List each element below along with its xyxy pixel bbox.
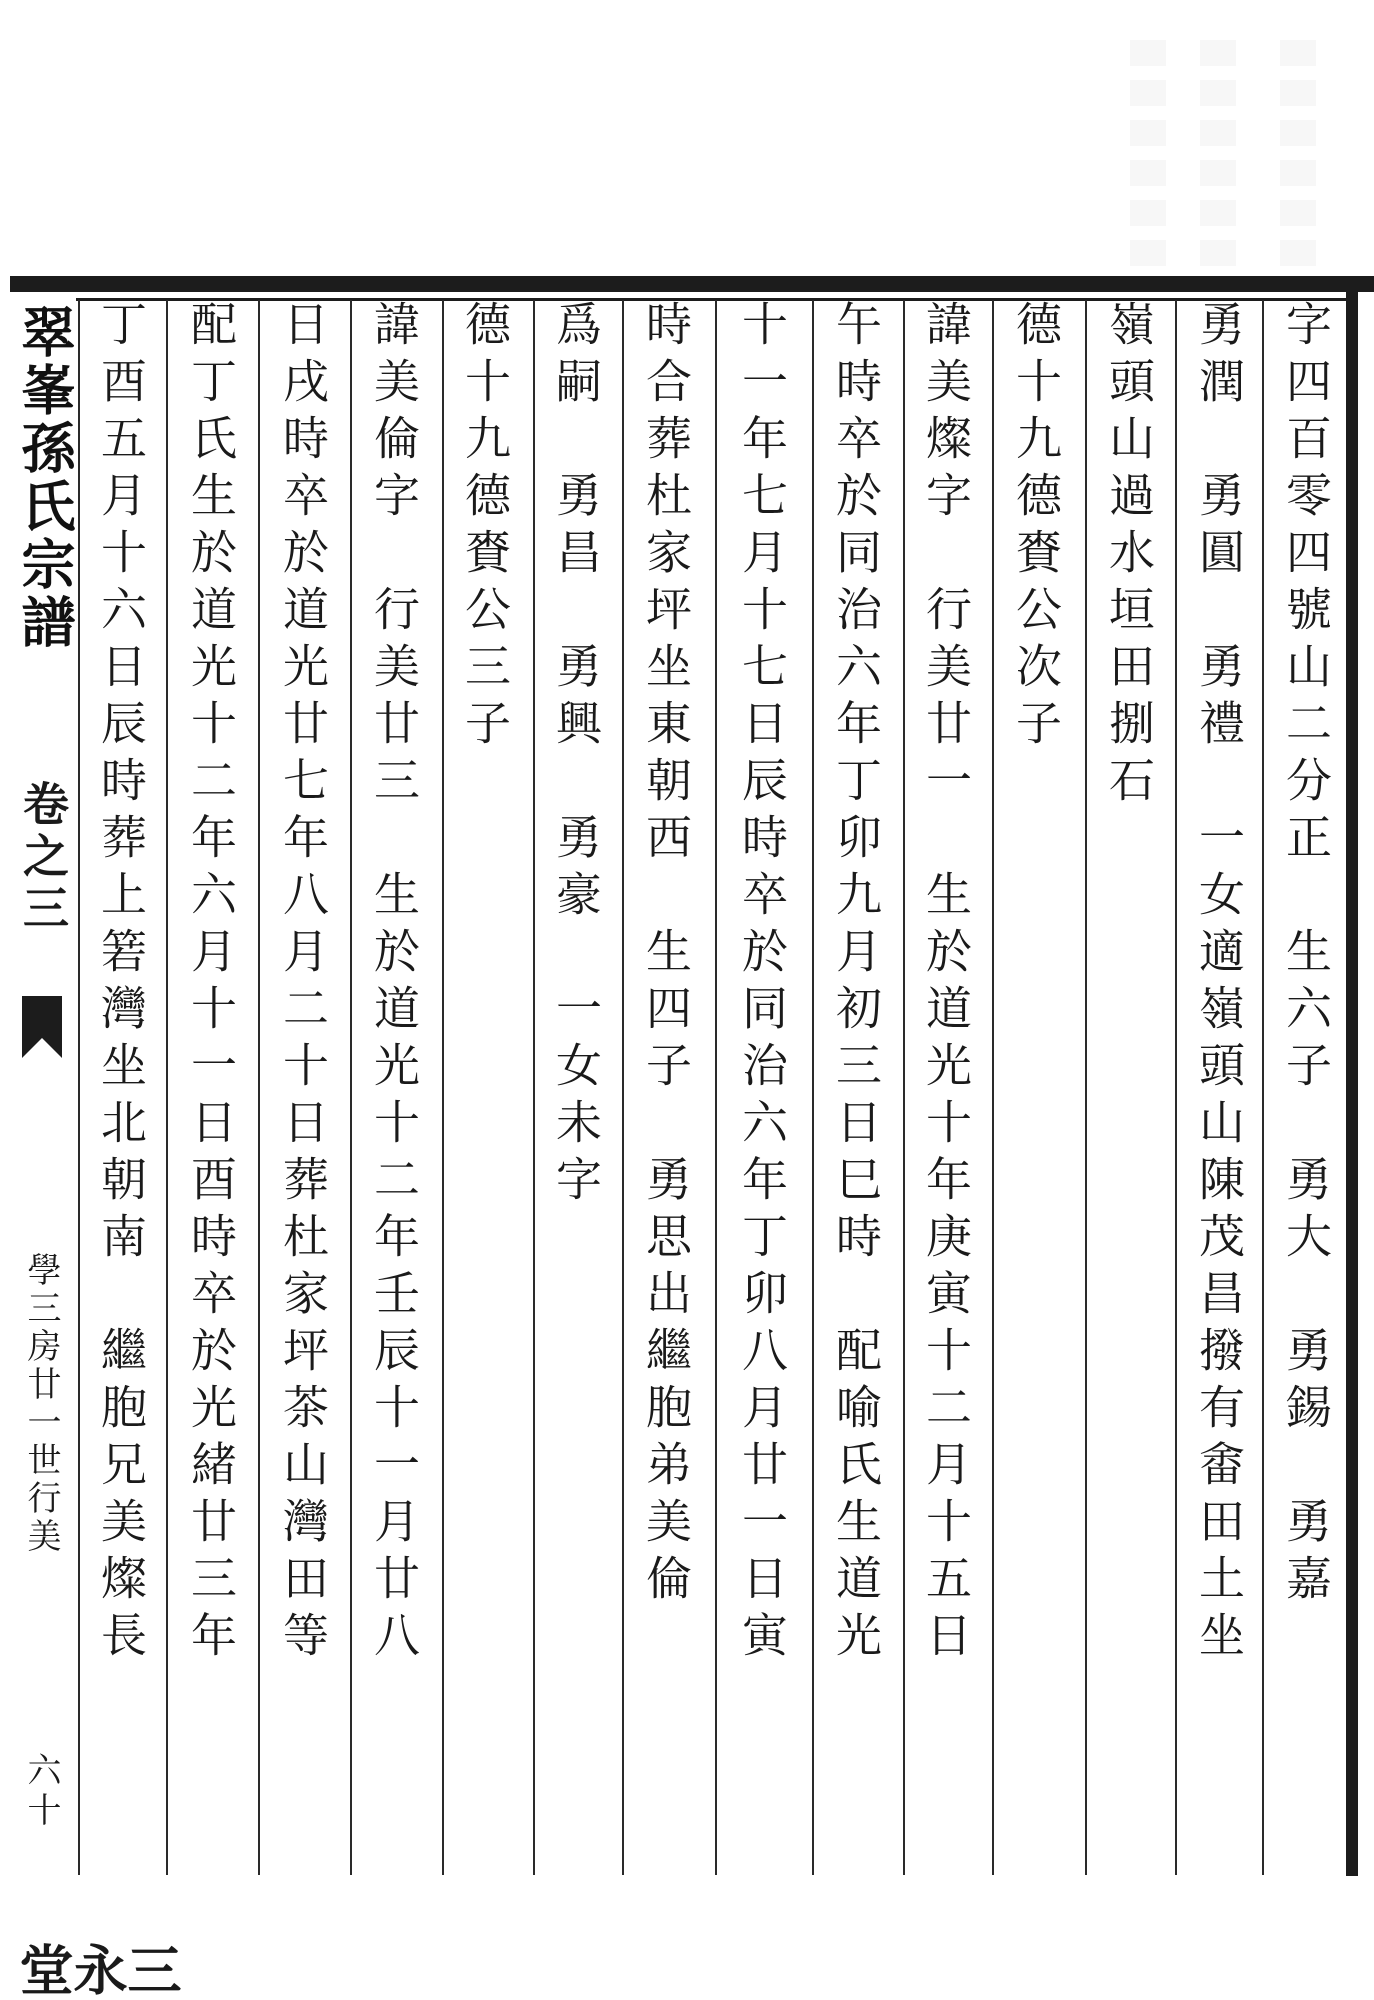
column-rule [350, 300, 352, 1875]
column-rule [715, 300, 717, 1875]
column-rule [1262, 300, 1264, 1875]
text-column-13: 配丁氏生於道光十二年六月十一日酉時卒於光緒廿三年 [184, 300, 238, 1668]
hall-name: 三永堂 [11, 1942, 183, 1998]
genealogy-title: 翠峯孫氏宗譜 [13, 304, 77, 652]
column-rule [1175, 300, 1177, 1875]
bleed-through-marks [1200, 40, 1236, 290]
text-column-14: 丁酉五月十六日辰時葬上箬灣坐北朝南 繼胞兄美燦長 [94, 300, 148, 1668]
column-rule [533, 300, 535, 1875]
fish-tail-mark-icon [18, 992, 66, 1062]
column-rule [78, 300, 80, 1875]
column-rule [258, 300, 260, 1875]
section-label: 學三房廿一世行美 [21, 1252, 61, 1556]
column-rule [166, 300, 168, 1875]
text-column-3: 嶺頭山過水垣田捌石 [1102, 300, 1156, 813]
text-column-6: 午時卒於同治六年丁卯九月初三日巳時 配喻氏生道光 [829, 300, 883, 1668]
text-column-12: 日戌時卒於道光廿七年八月二十日葬杜家坪茶山灣田等 [276, 300, 330, 1668]
volume-label: 卷之三 [16, 780, 70, 936]
text-column-2: 勇潤 勇圓 勇禮 一女適嶺頭山陳茂昌撥有畬田土坐 [1192, 300, 1246, 1668]
text-column-8: 時合葬杜家坪坐東朝西 生四子 勇思出繼胞弟美倫 [639, 300, 693, 1611]
text-column-5: 諱美燦字 行美廿一 生於道光十年庚寅十二月十五日 [919, 300, 973, 1668]
column-rule [992, 300, 994, 1875]
text-column-10: 德十九德賚公三子 [458, 300, 512, 756]
folio-number: 六十 [21, 1752, 61, 1832]
text-column-9: 爲嗣 勇昌 勇興 勇豪 一女未字 [549, 300, 603, 1212]
bleed-through-marks [1280, 40, 1316, 290]
text-column-7: 十一年七月十七日辰時卒於同治六年丁卯八月廿一日寅 [735, 300, 789, 1668]
column-rule [812, 300, 814, 1875]
text-column-1: 字四百零四號山二分正 生六子 勇大 勇錫 勇嘉 [1279, 300, 1333, 1611]
right-border [1346, 276, 1358, 1876]
column-rule [1085, 300, 1087, 1875]
text-column-4: 德十九德賚公次子 [1009, 300, 1063, 756]
column-rule [622, 300, 624, 1875]
column-rule [903, 300, 905, 1875]
column-rule [442, 300, 444, 1875]
bleed-through-marks [1130, 40, 1166, 290]
text-column-11: 諱美倫字 行美廿三 生於道光十二年壬辰十一月廿八 [367, 300, 421, 1668]
top-border [10, 276, 1374, 292]
